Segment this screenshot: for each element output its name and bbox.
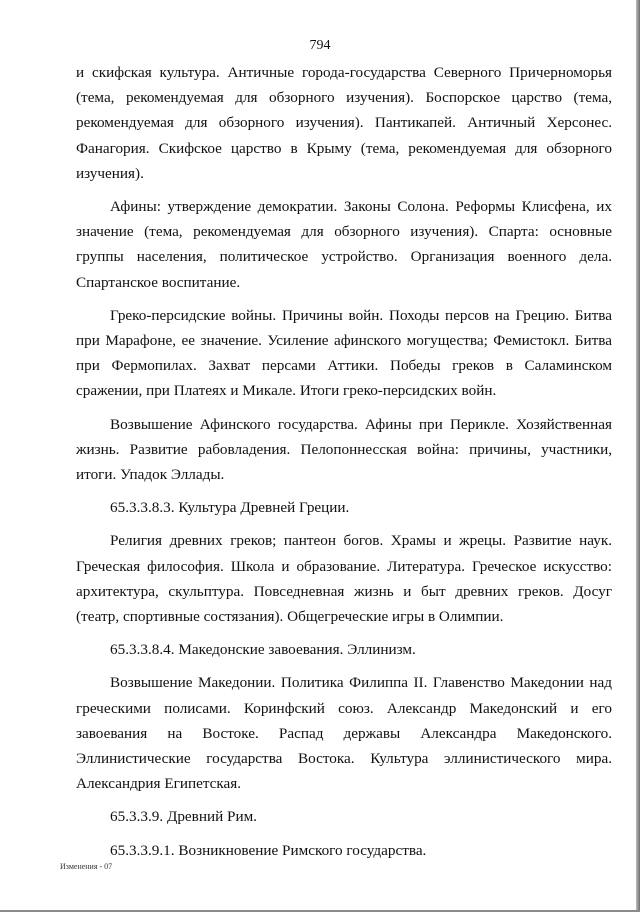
section-heading-roman-state-origin: 65.3.3.9.1. Возникновение Римского государства. xyxy=(110,841,427,859)
footer-revision-note: Изменения - 07 xyxy=(60,862,113,871)
paragraph-greco-persian-wars: Греко-персидские войны. Причины войн. Походы персов на Грецию. Битва при Марафоне, ее значение. Усиление афинского могущества; Фемистокл. Битва при Фермопилах. Захват персами Аттики. Победы греков в Саламинском сражении, при Платеях и Микале. Итоги греко-персидских войн. xyxy=(76,306,612,400)
paragraph-rise-of-macedonia: Возвышение Македонии. Политика Филиппа II. Главенство Македонии над греческими полисами. Коринфский союз. Александр Македонский и его завоевания на Востоке. Распад державы Александра Македонского. Эллинистические государства Востока. Культура эллинистического мира. Александрия Египетская. xyxy=(76,674,612,793)
section-heading-ancient-rome: 65.3.3.9. Древний Рим. xyxy=(110,808,257,826)
paragraph-scythian-culture: и скифская культура. Античные города-государства Северного Причерноморья (тема, рекомендуемая для обзорного изучения). Боспорское царство (тема, рекомендуемая для обзорного изучения). Пантикапей. Античный Херсонес. Фанагория. Скифское царство в Крыму (тема, рекомендуемая для обзорного изучения). xyxy=(76,64,612,182)
paragraph-athens-democracy: Афины: утверждение демократии. Законы Солона. Реформы Клисфена, их значение (тема, рекомендуемая для обзорного изучения). Спарта: основные группы населения, политическое устройство. Организация военного дела. Спартанское воспитание. xyxy=(76,198,612,291)
document-body xyxy=(76,60,612,871)
paragraph-athenian-state: Возвышение Афинского государства. Афины при Перикле. Хозяйственная жизнь. Развитие рабовладения. Пелопоннесская война: причины, участники, итоги. Упадок Эллады. xyxy=(76,415,612,484)
page-number: 794 xyxy=(309,38,331,53)
section-heading-greek-culture: 65.3.3.8.3. Культура Древней Греции. xyxy=(110,499,350,517)
section-heading-macedonian-conquests: 65.3.3.8.4. Македонские завоевания. Эллинизм. xyxy=(110,641,416,659)
scan-edge-shadow xyxy=(636,0,640,912)
paragraph-greek-religion: Религия древних греков; пантеон богов. Храмы и жрецы. Развитие наук. Греческая философия. Школа и образование. Литература. Греческое искусство: архитектура, скульптура. Повседневная жизнь и быт древних греков. Досуг (театр, спортивные состязания). Общегреческие игры в Олимпии. xyxy=(76,532,612,626)
